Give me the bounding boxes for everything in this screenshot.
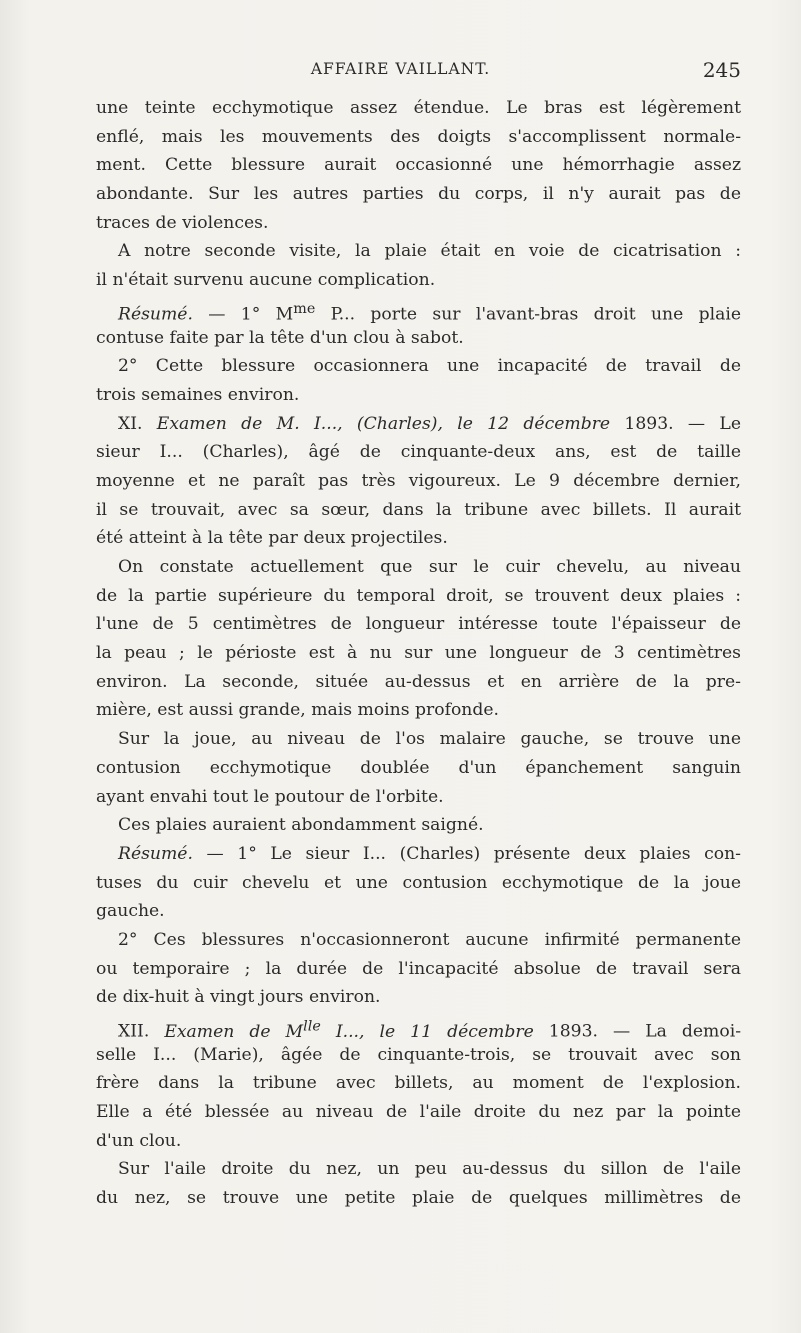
text-line: mière, est aussi grande, mais moins profonde.	[96, 700, 499, 721]
text-line: il se trouvait, avec sa sœur, dans la tribune avec billets. Il aurait	[96, 499, 741, 520]
running-head: AFFAIRE VAILLANT.	[310, 60, 491, 78]
text-line: XII. Examen de $M^{lle}$ I..., le 11 décembre 1893. — La demoi-	[118, 1018, 742, 1042]
page-header	[0, 58, 801, 82]
text-line: 2° Cette blessure occasionnera une incapacité de travail de	[118, 356, 741, 377]
text-line: traces de violences.	[96, 212, 269, 233]
text-line: Résumé. — 1° $M^{me}$ P... porte sur l'avant-bras droit une plaie	[118, 300, 741, 325]
text-line: du nez, se trouve une petite plaie de quelques millimètres de	[96, 1188, 741, 1209]
text-line: Sur la joue, au niveau de l'os malaire gauche, se trouve une	[118, 729, 741, 750]
text-line: enflé, mais les mouvements des doigts s'accomplissent normale-	[96, 126, 741, 147]
text-line: contuse faite par la tête d'un clou à sabot.	[96, 327, 464, 348]
text-line: d'un clou.	[96, 1130, 182, 1151]
text-line: frère dans la tribune avec billets, au moment de l'explosion.	[96, 1073, 741, 1094]
text-line: contusion ecchymotique doublée d'un épanchement sanguin	[96, 757, 741, 778]
body-text	[96, 94, 741, 1213]
text-line: tuses du cuir chevelu et une contusion ecchymotique de la joue	[96, 872, 741, 893]
text-line: On constate actuellement que sur le cuir chevelu, au niveau	[118, 557, 741, 577]
text-line: Ces plaies auraient abondamment saigné.	[118, 815, 484, 836]
text-line: Elle a été blessée au niveau de l'aile droite du nez par la pointe	[96, 1102, 741, 1123]
text-line: moyenne et ne paraît pas très vigoureux. Le 9 décembre dernier,	[96, 470, 741, 491]
text-line: gauche.	[96, 901, 165, 922]
text-line: selle I... (Marie), âgée de cinquante-trois, se trouvait avec son	[96, 1044, 741, 1065]
text-line: une teinte ecchymotique assez étendue. Le bras est légèrement	[96, 98, 741, 118]
text-line: l'une de 5 centimètres de longueur intéresse toute l'épaisseur de	[96, 614, 741, 635]
text-line: ayant envahi tout le poutour de l'orbite.	[96, 786, 444, 807]
text-line: 2° Ces blessures n'occasionneront aucune infirmité permanente	[118, 929, 741, 950]
text-line: Résumé. — 1° Le sieur I... (Charles) présente deux plaies con-	[118, 843, 741, 864]
text-line: de la partie supérieure du temporal droit, se trouvent deux plaies :	[96, 585, 741, 606]
text-line: A notre seconde visite, la plaie était en voie de cicatrisation :	[118, 241, 741, 262]
text-line: la peau ; le périoste est à nu sur une longueur de 3 centimètres	[96, 643, 741, 664]
text-line: sieur I... (Charles), âgé de cinquante-deux ans, est de taille	[96, 442, 741, 463]
text-line: Sur l'aile droite du nez, un peu au-dessus du sillon de l'aile	[118, 1159, 741, 1180]
text-line: environ. La seconde, située au-dessus et en arrière de la pre-	[96, 671, 741, 692]
text-line: ou temporaire ; la durée de l'incapacité absolue de travail sera	[96, 958, 741, 979]
text-line: trois semaines environ.	[96, 384, 300, 405]
text-line: ment. Cette blessure aurait occasionné une hémorrhagie assez	[96, 155, 741, 176]
text-line: XI. Examen de M. I..., (Charles), le 12 décembre 1893. — Le	[118, 413, 741, 434]
text-line: abondante. Sur les autres parties du corps, il n'y aurait pas de	[96, 184, 741, 205]
text-line: de dix-huit à vingt jours environ.	[96, 987, 381, 1008]
text-line: été atteint à la tête par deux projectiles.	[96, 528, 448, 549]
text-line: il n'était survenu aucune complication.	[96, 270, 436, 291]
page-number: 245	[702, 58, 741, 82]
